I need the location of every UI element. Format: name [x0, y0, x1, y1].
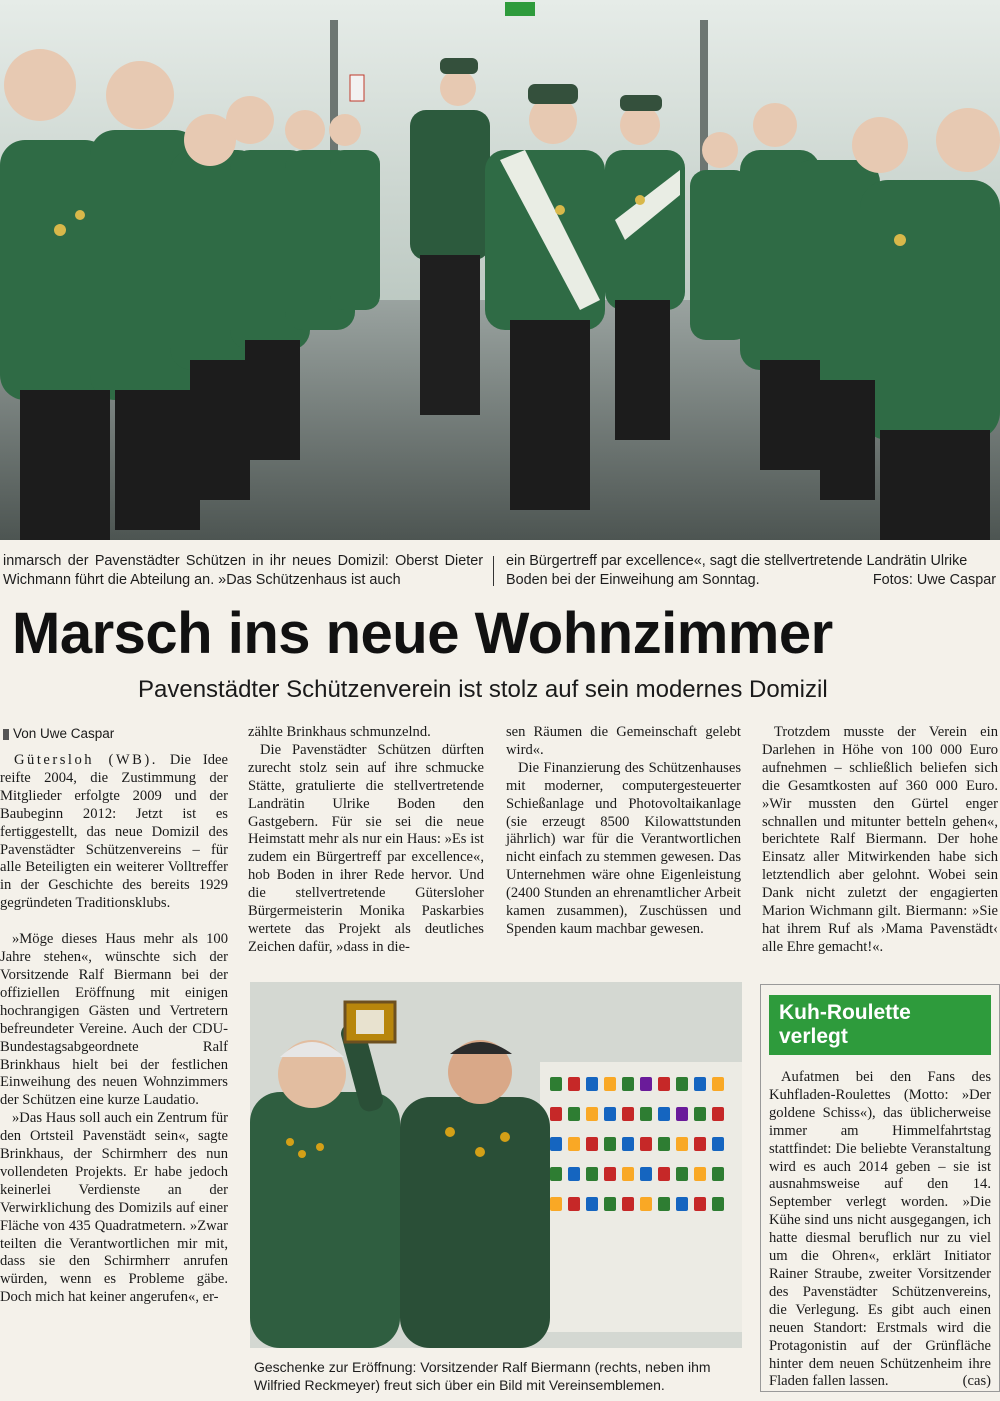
- column-4: [762, 724, 998, 957]
- column-2: [248, 724, 484, 957]
- column-1: [0, 752, 228, 1307]
- sidebar-text: [769, 1069, 991, 1391]
- top-photo-caption-right: [506, 552, 996, 590]
- sidebar-box: [760, 984, 1000, 1392]
- sidebar-signature: (cas): [962, 1373, 991, 1390]
- bottom-photo-caption: Geschenke zur Eröffnung: Vorsitzender Ralf Biermann (rechts, neben ihm Wilfried Reckmeyer) freut sich über ein Bild mit Vereinsemblemen.: [254, 1359, 711, 1393]
- col2-p2: Die Pavenstädter Schützen dürften zurecht stolz sein auf ihre schmucke Stätte, gratulierte die stellvertretende Landrätin Ulrike Boden den Gastgebern. Für sie sei die neue Heimstatt mehr als nur ein Haus: »Es ist zudem ein Bürgertreff par excellence«, hob Boden in ihrer Rede hervor. Und die stellvertretende Gütersloher Bürgermeisterin Monika Paskarbies wertete das Projekt als deutliches Zeichen dafür, »dass in die-: [248, 741, 484, 955]
- top-photo-caption-left: inmarsch der Pavenstädter Schützen in ihr neues Domizil: Oberst Dieter Wichmann führt die Abteilung an. »Das Schützenhaus ist auch: [3, 553, 483, 588]
- bottom-photo: [250, 982, 742, 1348]
- col3-p1: sen Räumen die Gemeinschaft gelebt wird«.: [506, 724, 741, 758]
- sidebar-body: [769, 1069, 991, 1391]
- col1-p2: »Möge dieses Haus mehr als 100 Jahre stehen«, wünschte sich der Vorsitzende Ralf Biermann bei der offiziellen Eröffnung mit einigen hochrangigen Gästen und Vertretern befreundeter Vereine. Auch der CDU-Bundestagsabgeordnete Ralf Brinkhaus hielt bei der festlichen Einweihung des neuen Wohnzimmers der Schützen eine kurze Laudatio.: [0, 931, 228, 1109]
- col3-p2: Die Finanzierung des Schützenhauses mit moderner, computergesteuerter Schießanlage und Photovoltaikanlage (sie erzeugt 8500 Kilowattstunden jährlich) war für die Verantwortlichen nicht einfach zu stemmen gewesen. Das Unternehmen wäre ohne Eigenleistung (2400 Stunden an ehrenamtlicher Arbeit kamen zusammen), Zuschüssen und Spenden kaum machbar gewesen.: [506, 759, 741, 937]
- sidebar-title: Kuh-Roulette verlegt: [769, 995, 991, 1055]
- byline: [3, 726, 114, 741]
- subheadline: Pavenstädter Schützenverein ist stolz auf sein modernes Domizil: [138, 676, 828, 703]
- col2-p1: zählte Brinkhaus schmunzelnd.: [248, 724, 431, 740]
- headline: Marsch ins neue Wohnzimmer: [12, 601, 833, 666]
- caption-right-text: ein Bürgertreff par excellence«, sagt die stellvertretende Landrätin Ulrike Boden bei der Einweihung am Sonntag.: [506, 553, 968, 588]
- sidebar-text-content: Aufatmen bei den Fans des Kuhfladen-Roulettes (Motto: »Der goldene Schiss«), das üblicherweise immer am Himmelfahrtstag stattfindet: Die beliebte Veranstaltung wird es auch 2014 geben – sie ist ausnahmsweise auf den 14. September verlegt worden. »Die Kühe sind uns nicht ausgegangen, ich hatte diesmal beruflich nur zu viel um die Ohren«, erklärt Initiator Rainer Straube, zweiter Vorsitzender des Pavenstädter Schützenvereins, die Verlegung. Es gibt auch einen neuen Standort: Erstmals wird die Protagonistin auf der Grünfläche hinter dem neuen Schützenheim ihre Fladen fallen lassen.: [769, 1069, 991, 1390]
- gift-illustration: [250, 982, 742, 1348]
- caption-divider: [493, 556, 494, 586]
- column-3: [506, 724, 741, 939]
- top-photo: [0, 0, 1000, 540]
- col1-p1: Die Idee reifte 2004, die Zustimmung der Mitglieder erfolgte 2009 und der Baubeginn 2012: Jetzt ist es fertiggestellt, das neue Domizil des Pavenstädter Schützenvereins – für alle Beteiligten ein weiterer Volltreffer in der Geschichte des bereits 1929 gegründeten Traditionsklubs.: [0, 752, 228, 912]
- col1-p3: »Das Haus soll auch ein Zentrum für den Ortsteil Pavenstädt sein«, sagte Brinkhaus, der Schirmherr des nun vollendeten Projekts. Er habe jedoch keinerlei Verdienste an der Verwirklichung des Domizils auf einer Fläche von 435 Quadratmetern. »Zwar teilten die Verantwortlichen mir mit, dass sie den Schirmherr anrufen würden, wenn es Probleme gäbe. Doch mich hat keiner angerufen«, er-: [0, 1110, 228, 1306]
- lead-place: Gütersloh (WB).: [14, 752, 158, 768]
- byline-text: Von Uwe Caspar: [13, 726, 115, 741]
- col4-p1: Trotzdem musste der Verein ein Darlehen in Höhe von 100 000 Euro aufnehmen – schließlich beliefen sich die Gesamtkosten auf 360 000 Euro. »Wir mussten den Gürtel enger schnallen und mitunter betteln gehen«, berichtete Ralf Biermann. Der hohe Einsatz aller Mitwirkenden habe sich letztendlich aber gelohnt. Wobei sein Dank nicht zuletzt der engagierten Marion Wichmann gilt. Biermann: »Sie hat ihrem Ruf als ›Mama Pavenstädt‹ alle Ehre gemacht!«.: [762, 724, 998, 955]
- byline-bar: [3, 729, 9, 740]
- procession-illustration: [0, 0, 1000, 540]
- photo-credit: Fotos: Uwe Caspar: [872, 572, 996, 588]
